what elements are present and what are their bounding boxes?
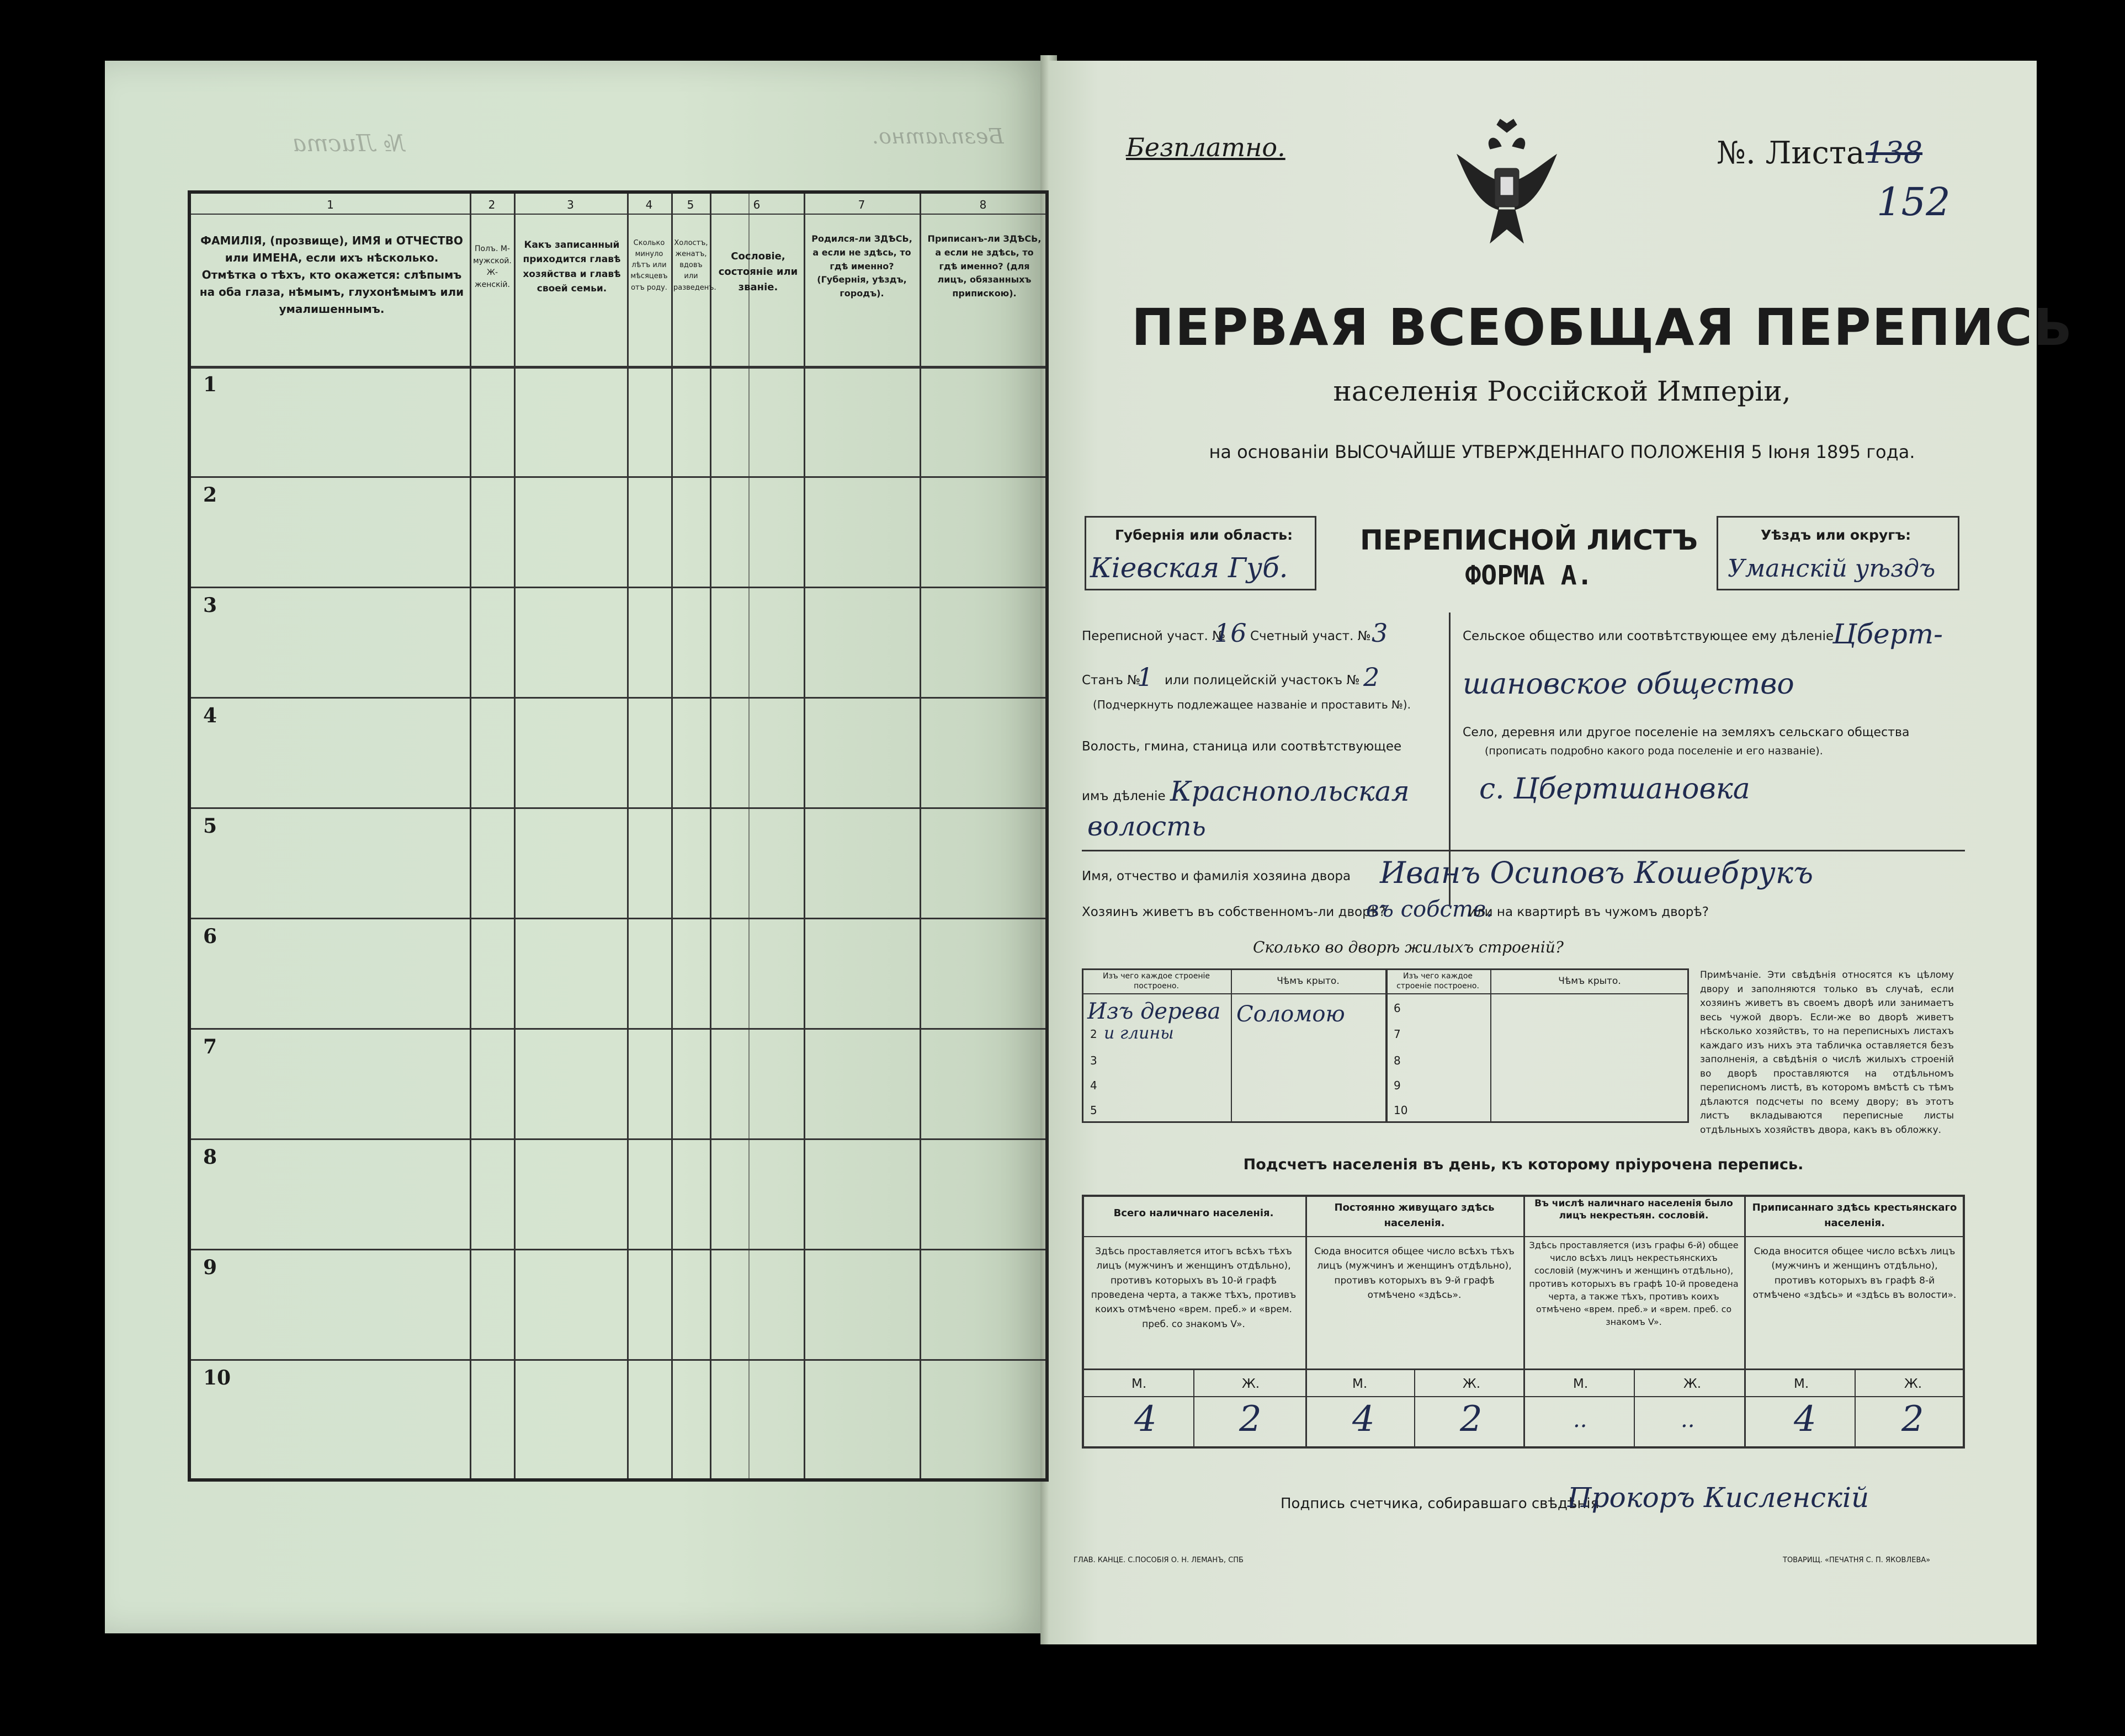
col-number-6: 6 bbox=[753, 198, 761, 211]
village-value[interactable]: с. Цбертшановка bbox=[1479, 773, 1750, 806]
gubernia-label: Губернія или область: bbox=[1115, 527, 1293, 543]
printer-right: ТОВАРИЩ. «ПЕЧАТНЯ С. П. ЯКОВЛЕВА» bbox=[1783, 1556, 1931, 1564]
main-title: ПЕРВАЯ ВСЕОБЩАЯ ПЕРЕПИСЬ bbox=[1131, 298, 2074, 357]
building-row-6: 6 bbox=[1394, 1002, 1401, 1015]
count-group-2-head: Постоянно живущаго здѣсь населенія. bbox=[1334, 1202, 1495, 1229]
building-row-8: 8 bbox=[1394, 1054, 1401, 1067]
buildings-col-roof-2: Чѣмъ крыто. bbox=[1558, 976, 1621, 987]
gubernia-value[interactable]: Кіевская Губ. bbox=[1090, 552, 1288, 584]
count-f-label-1: Ж. bbox=[1242, 1377, 1260, 1391]
row-number-4: 4 bbox=[203, 704, 217, 727]
village-label: Село, деревня или другое поселеніе на земляхъ сельскаго общества bbox=[1463, 726, 1910, 739]
buildings-label: Сколько во дворѣ жилыхъ строеній? bbox=[1253, 938, 1564, 956]
col-header-registered: Приписанъ-ли ЗДѢСЬ, а если не здѣсь, то гдѣ именно? (для лицъ, обязанныхъ припискою). bbox=[927, 233, 1042, 299]
underline-note: (Подчеркнуть подлежащее названіе и проставить №). bbox=[1093, 698, 1411, 711]
row-number-8: 8 bbox=[203, 1146, 217, 1169]
count-1-male[interactable]: 4 bbox=[1134, 1399, 1157, 1440]
subtitle: населенія Россійской Имперіи, bbox=[1333, 375, 1791, 407]
sheet-number-label: №. Листа bbox=[1717, 135, 1865, 171]
col-header-age: Сколько минуло лѣтъ или мѣсяцевъ отъ роду. bbox=[630, 239, 668, 292]
row-number-2: 2 bbox=[203, 483, 217, 507]
count-group-4-desc: Сюда вносится общее число всѣхъ лицъ (мужчинъ и женщинъ отдѣльно), противъ которыхъ въ графѣ 8-й отмѣчено «здѣсь» и «здѣсь въ волости». bbox=[1752, 1246, 1957, 1301]
count-2-female[interactable]: 2 bbox=[1460, 1399, 1483, 1440]
household-members-table bbox=[188, 190, 1049, 1482]
building-row-7: 7 bbox=[1394, 1027, 1401, 1041]
count-group-1-head: Всего наличнаго населенія. bbox=[1113, 1207, 1274, 1219]
count-area-label: Счетный участ. № bbox=[1250, 629, 1371, 643]
building-row-4: 4 bbox=[1090, 1079, 1097, 1092]
count-4-female[interactable]: 2 bbox=[1901, 1399, 1924, 1440]
count-3-male[interactable]: .. bbox=[1573, 1407, 1587, 1433]
village-note: (прописать подробно какого рода поселеніе и его названіе). bbox=[1485, 745, 1823, 757]
census-area-value[interactable]: 16 bbox=[1214, 618, 1247, 648]
building-material-value-2[interactable]: и глины bbox=[1104, 1024, 1174, 1043]
building-roof-value[interactable]: Соломою bbox=[1236, 1002, 1345, 1027]
col-number-1: 1 bbox=[327, 198, 334, 211]
col-header-name: ФАМИЛІЯ, (прозвище), ИМЯ и ОТЧЕСТВО или ИМЕНА, если ихъ нѣсколько. Отмѣтка о тѣхъ, кто окажется: слѣпымъ на оба глаза, нѣмымъ, глухонѣмымъ или умалишеннымъ. bbox=[199, 234, 464, 316]
col-header-relation: Какъ записанный приходится главѣ хозяйства и главѣ своей семьи. bbox=[523, 239, 621, 295]
lives-label-2: или на квартирѣ въ чужомъ дворѣ? bbox=[1468, 905, 1709, 919]
buildings-col-roof: Чѣмъ крыто. bbox=[1277, 976, 1340, 987]
building-row-5: 5 bbox=[1090, 1104, 1097, 1117]
volost-label: Волость, гмина, станица или соотвѣтствующее bbox=[1082, 739, 1402, 754]
col-number-5: 5 bbox=[687, 198, 694, 211]
count-f-label-3: Ж. bbox=[1683, 1377, 1702, 1391]
col-number-3: 3 bbox=[567, 198, 574, 211]
lives-value[interactable]: въ собств. bbox=[1366, 897, 1493, 922]
count-1-female[interactable]: 2 bbox=[1239, 1399, 1262, 1440]
col-header-sex: Полъ. М-мужской. Ж-женскій. bbox=[473, 244, 512, 290]
volost-label-2: имъ дѣленіе bbox=[1082, 789, 1166, 803]
building-material-value[interactable]: Изъ дерева bbox=[1087, 999, 1221, 1024]
row-number-6: 6 bbox=[203, 925, 217, 948]
printer-left: ГЛАВ. КАНЦЕ. С.ПОСОБІЯ О. Н. ЛЕМАНЪ, СПБ bbox=[1074, 1556, 1244, 1564]
count-group-3-desc: Здѣсь проставляется (изъ графы 6-й) общее число всѣхъ лицъ некрестьянскихъ сословій (мужчинъ и женщинъ отдѣльно), противъ которыхъ въ графѣ 10-й проведена черта, а также тѣхъ, противъ коихъ отмѣчено «врем. преб.» и «врем. преб. со знакомъ V». bbox=[1529, 1240, 1739, 1328]
col-header-birthplace: Родился-ли ЗДѢСЬ, а если не здѣсь, то гдѣ именно? (Губернія, уѣздъ, городъ). bbox=[811, 233, 912, 299]
count-f-label-4: Ж. bbox=[1904, 1377, 1922, 1391]
fields-separator bbox=[1082, 850, 1965, 851]
free-label: Безплатно. bbox=[1126, 132, 1285, 162]
count-title: Подсчетъ населенія въ день, къ которому пріурочена перепись. bbox=[1243, 1156, 1804, 1173]
count-3-female[interactable]: .. bbox=[1681, 1407, 1695, 1433]
uezd-label: Уѣздъ или округъ: bbox=[1761, 527, 1911, 543]
form-name: ФОРМА А. bbox=[1465, 560, 1593, 591]
building-row-2: 2 bbox=[1090, 1027, 1097, 1041]
society-value-2[interactable]: шановское общество bbox=[1463, 668, 1794, 701]
count-m-label-3: М. bbox=[1573, 1377, 1589, 1391]
col-number-4: 4 bbox=[645, 198, 653, 211]
volost-value-2[interactable]: волость bbox=[1087, 811, 1206, 842]
sheet-title: ПЕРЕПИСНОЙ ЛИСТЪ bbox=[1360, 524, 1698, 556]
buildings-note: Примѣчаніе. Эти свѣдѣнія относятся къ цѣлому двору и заполняются только въ случаѣ, если хозяинъ живетъ въ своемъ дворѣ или занимаетъ весь чужой дворъ. Если-же во дворѣ живетъ нѣсколько хозяйствъ, то на переписныхъ листахъ каждаго изъ нихъ эта табличка оставляется безъ заполненія, а свѣдѣнія о числѣ жилыхъ строеній во дворѣ проставляются на отдѣльномъ переписномъ листѣ, въ которомъ вмѣстѣ съ тѣмъ дѣлаются подсчеты по всему двору; въ этотъ листъ вкладываются переписные листы отдѣльныхъ хозяйствъ двора, какъ въ обложку. bbox=[1700, 970, 1954, 1136]
count-f-label-2: Ж. bbox=[1463, 1377, 1481, 1391]
sheet-number-crossed: 138 bbox=[1866, 135, 1923, 170]
buildings-col-material: Изъ чего каждое строеніе построено. bbox=[1102, 972, 1210, 991]
count-group-3-head: Въ числѣ наличнаго населенія было лицъ некрестьян. сословій. bbox=[1534, 1198, 1733, 1222]
buildings-col-material-2: Изъ чего каждое строеніе построено. bbox=[1396, 972, 1479, 991]
row-number-5: 5 bbox=[203, 814, 217, 838]
count-m-label-1: М. bbox=[1131, 1377, 1147, 1391]
volost-value[interactable]: Краснопольская bbox=[1170, 775, 1410, 807]
count-4-male[interactable]: 4 bbox=[1794, 1399, 1816, 1440]
col-number-2: 2 bbox=[488, 198, 496, 211]
police-label: или полицейскій участокъ № bbox=[1165, 673, 1360, 688]
legal-basis: на основаніи ВЫСОЧАЙШЕ УТВЕРЖДЕННАГО ПОЛОЖЕНІЯ 5 Іюня 1895 года. bbox=[1209, 441, 1915, 462]
building-row-10: 10 bbox=[1394, 1104, 1408, 1117]
row-number-7: 7 bbox=[203, 1035, 217, 1058]
imperial-eagle-icon bbox=[1446, 116, 1568, 254]
stan-label: Станъ № bbox=[1082, 673, 1141, 688]
row-number-9: 9 bbox=[203, 1256, 217, 1279]
col-number-7: 7 bbox=[858, 198, 865, 211]
owner-value[interactable]: Иванъ Осиповъ Кошебрукъ bbox=[1380, 855, 1814, 890]
row-number-10: 10 bbox=[203, 1366, 231, 1389]
signature-label: Подпись счетчика, собиравшаго свѣдѣнія bbox=[1281, 1495, 1600, 1512]
signature-value[interactable]: Прокоръ Кисленскій bbox=[1568, 1482, 1869, 1514]
building-row-3: 3 bbox=[1090, 1054, 1097, 1067]
lives-label: Хозяинъ живетъ въ собственномъ-ли дворѣ? bbox=[1082, 905, 1386, 919]
count-2-male[interactable]: 4 bbox=[1352, 1399, 1375, 1440]
society-label: Сельское общество или соотвѣтствующее ему дѣленіе bbox=[1463, 629, 1834, 643]
uezd-value[interactable]: Уманскій уѣздъ bbox=[1728, 555, 1936, 583]
police-value[interactable]: 2 bbox=[1363, 662, 1380, 692]
stan-value[interactable]: 1 bbox=[1137, 662, 1154, 692]
count-m-label-4: М. bbox=[1794, 1377, 1809, 1391]
col-header-estate: Сословіе, состояніе или званіе. bbox=[718, 251, 798, 293]
col-header-marital: Холостъ, женатъ, вдовъ или разведенъ. bbox=[673, 239, 716, 292]
row-number-3: 3 bbox=[203, 594, 217, 617]
left-faint-sheet: № Листа bbox=[293, 130, 405, 157]
left-faint-free: Безплатно. bbox=[872, 124, 1004, 148]
census-area-label: Переписной участ. № bbox=[1082, 629, 1226, 643]
building-row-9: 9 bbox=[1394, 1079, 1401, 1092]
count-m-label-2: М. bbox=[1352, 1377, 1368, 1391]
sheet-number-handwritten: 152 bbox=[1877, 179, 1951, 225]
count-group-2-desc: Сюда вносится общее число всѣхъ тѣхъ лицъ (мужчинъ и женщинъ отдѣльно), противъ которыхъ въ 9-й графѣ отмѣчено «здѣсь». bbox=[1314, 1246, 1515, 1301]
col-number-8: 8 bbox=[979, 198, 987, 211]
count-group-4-head: Приписаннаго здѣсь крестьянскаго населенія. bbox=[1752, 1202, 1957, 1229]
society-value[interactable]: Цберт- bbox=[1832, 618, 1943, 650]
owner-label: Имя, отчество и фамилія хозяина двора bbox=[1082, 869, 1351, 883]
count-area-value[interactable]: 3 bbox=[1372, 618, 1388, 648]
row-number-1: 1 bbox=[203, 373, 217, 396]
count-group-1-desc: Здѣсь проставляется итогъ всѣхъ тѣхъ лицъ (мужчинъ и женщинъ отдѣльно), противъ которыхъ въ 10-й графѣ проведена черта, а также тѣхъ, противъ коихъ отмѣчено «врем. преб.» и «врем. преб. со знакомъ V». bbox=[1091, 1246, 1297, 1330]
